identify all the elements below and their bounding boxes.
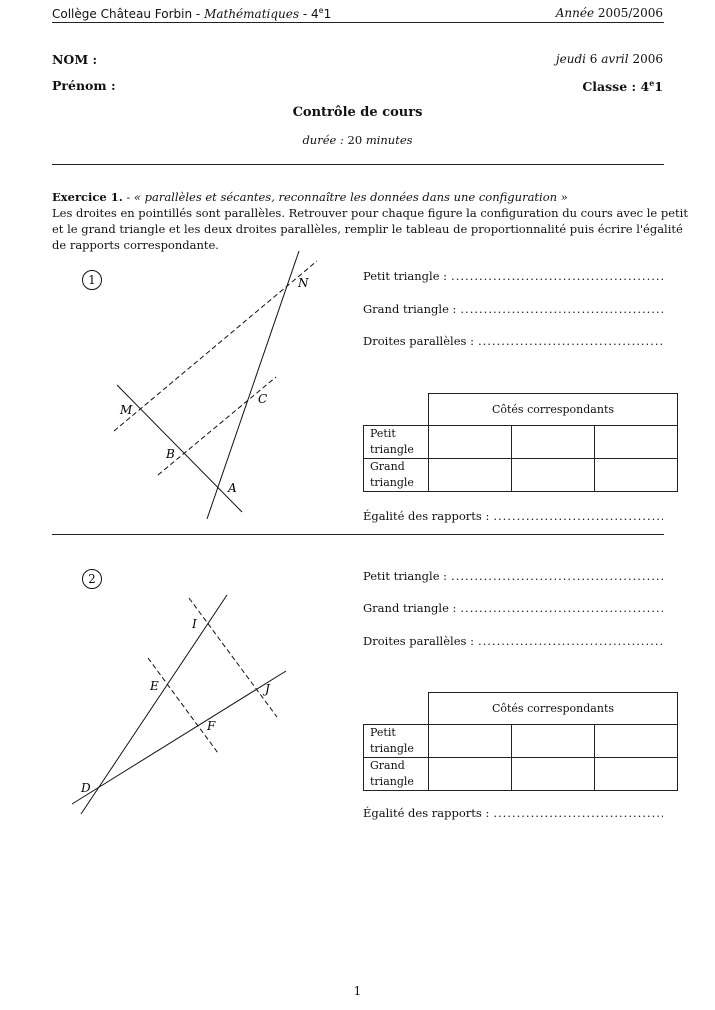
table-cell[interactable] bbox=[429, 458, 512, 491]
header-rule bbox=[52, 22, 664, 23]
table-row-large bbox=[364, 458, 678, 491]
parallel-ef bbox=[148, 658, 218, 753]
table-cell[interactable] bbox=[429, 425, 512, 458]
year-value: 2005/2006 bbox=[597, 6, 663, 20]
line-ma bbox=[117, 385, 242, 512]
nom-label: NOM : bbox=[52, 52, 98, 67]
figure-1-large-triangle[interactable]: Grand triangle : ..... bbox=[363, 302, 663, 316]
table-cell[interactable] bbox=[595, 757, 678, 790]
table-cell[interactable] bbox=[429, 724, 512, 757]
table-cell[interactable] bbox=[512, 757, 595, 790]
section-divider bbox=[52, 534, 664, 535]
table-cell[interactable] bbox=[429, 757, 512, 790]
exercise-line-3: de rapports correspondante. bbox=[52, 238, 219, 252]
duration: durée : 20 minutes bbox=[302, 133, 413, 147]
prenom-label: Prénom : bbox=[52, 78, 116, 93]
table-cell[interactable] bbox=[595, 425, 678, 458]
school-name: Collège Château Forbin bbox=[52, 7, 193, 21]
line-an bbox=[207, 251, 299, 519]
table-row-small bbox=[364, 724, 678, 757]
class-short: 4e1 bbox=[311, 6, 332, 21]
subject-name: Mathématiques bbox=[204, 7, 300, 21]
parallel-ij bbox=[189, 598, 277, 717]
exercise-line-2: et le grand triangle et les deux droites parallèles, remplir le tableau de proportionnalité puis écrire l'égalité bbox=[52, 222, 683, 236]
page-header-left: Collège Château Forbin - Mathématiques - 4e1 bbox=[52, 6, 332, 21]
point-label-j: J bbox=[265, 682, 270, 696]
row-label-large: Grand triangle bbox=[364, 757, 429, 790]
figure-2-large-triangle[interactable]: Grand triangle : ..... bbox=[363, 601, 663, 615]
table-cell[interactable] bbox=[512, 425, 595, 458]
figure-2-small-triangle[interactable]: Petit triangle : ..... bbox=[363, 569, 663, 583]
figure-2-parallel-lines[interactable]: Droites parallèles : ..... bbox=[363, 634, 663, 648]
exercise-line-1: Les droites en pointillés sont parallèles. Retrouver pour chaque figure la configuration du cours avec le petit bbox=[52, 206, 688, 220]
figure-1-diagram bbox=[52, 246, 332, 526]
figure-2-table bbox=[363, 692, 678, 791]
row-label-small: Petit triangle bbox=[364, 724, 429, 757]
point-label-n: N bbox=[298, 276, 309, 290]
table-header: Côtés correspondants bbox=[429, 394, 678, 426]
table-cell[interactable] bbox=[595, 724, 678, 757]
date: jeudi 6 avril 2006 bbox=[555, 52, 663, 66]
table-cell[interactable] bbox=[512, 724, 595, 757]
table-row-small bbox=[364, 425, 678, 458]
point-label-d: D bbox=[81, 781, 91, 795]
parallel-mn bbox=[114, 261, 317, 431]
point-label-f: F bbox=[207, 719, 216, 733]
page-number: 1 bbox=[353, 984, 362, 998]
table-cell[interactable] bbox=[595, 458, 678, 491]
line-di bbox=[81, 595, 227, 814]
line-dj bbox=[72, 671, 286, 804]
figure-2-ratio-equality[interactable]: Égalité des rapports : ..... bbox=[363, 806, 663, 820]
row-label-large: Grand triangle bbox=[364, 458, 429, 491]
point-label-a: A bbox=[228, 481, 237, 495]
point-label-e: E bbox=[150, 679, 159, 693]
figure-1-table bbox=[363, 393, 678, 492]
row-label-small: Petit triangle bbox=[364, 425, 429, 458]
point-label-b: B bbox=[166, 447, 175, 461]
figure-2-diagram bbox=[52, 585, 332, 825]
page-title: Contrôle de cours bbox=[292, 105, 423, 120]
figure-1-number: 1 bbox=[82, 270, 102, 290]
figure-1-parallel-lines[interactable]: Droites parallèles : ..... bbox=[363, 334, 663, 348]
table-row-large bbox=[364, 757, 678, 790]
title-rule bbox=[52, 164, 664, 165]
figure-2-number: 2 bbox=[82, 569, 102, 589]
table-header: Côtés correspondants bbox=[429, 693, 678, 725]
classe: Classe : 4e1 bbox=[582, 78, 663, 95]
table-cell[interactable] bbox=[512, 458, 595, 491]
point-label-i: I bbox=[192, 617, 197, 631]
figure-1-ratio-equality[interactable]: Égalité des rapports : ..... bbox=[363, 509, 663, 523]
point-label-c: C bbox=[258, 392, 268, 406]
exercise-heading: Exercice 1. - « parallèles et sécantes, reconnaître les données dans une configuration » bbox=[52, 190, 568, 204]
year-label: Année bbox=[555, 6, 595, 20]
figure-1-small-triangle[interactable]: Petit triangle : ..... bbox=[363, 269, 663, 283]
point-label-m: M bbox=[120, 403, 133, 417]
page-header-right bbox=[556, 6, 663, 20]
